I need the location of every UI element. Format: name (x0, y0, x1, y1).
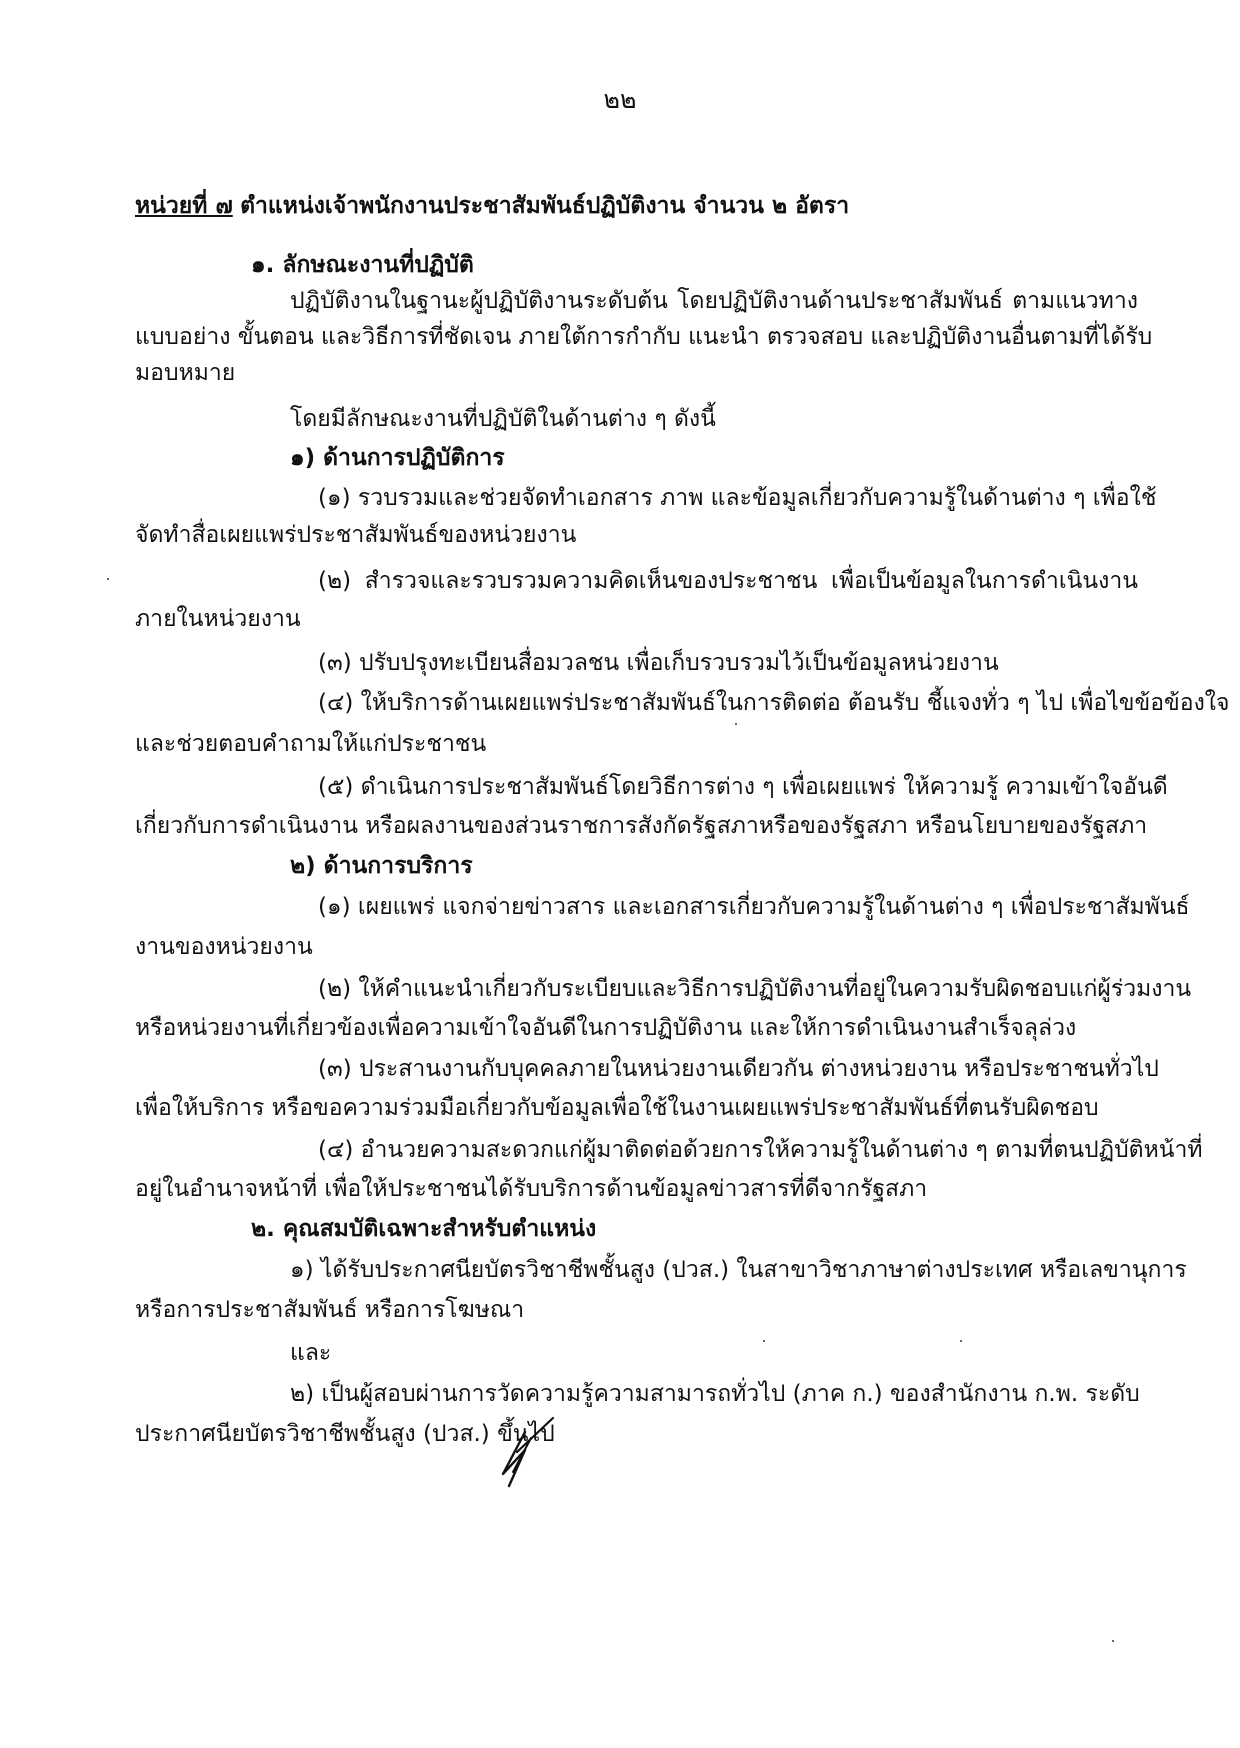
list-item-continuation: งานของหน่วยงาน (135, 934, 313, 960)
list-item-continuation: หรือหน่วยงานที่เกี่ยวข้องเพื่อความเข้าใจอันดีในการปฏิบัติงาน และให้การดำเนินงานสำเร็จลุล่วง (135, 1015, 1077, 1041)
list-item-continuation: อยู่ในอำนาจหน้าที่ เพื่อให้ประชาชนได้รับบริการด้านข้อมูลข่าวสารที่ดีจากรัฐสภา (135, 1176, 928, 1202)
list-item-continuation: ภายในหน่วยงาน (135, 606, 301, 632)
list-item: (๔) อำนวยความสะดวกแก่ผู้มาติดต่อด้วยการให้ความรู้ในด้านต่าง ๆ ตามที่ตนปฏิบัติหน้าที่ (318, 1137, 1203, 1163)
list-item-continuation: จัดทำสื่อเผยแพร่ประชาสัมพันธ์ของหน่วยงาน (135, 522, 577, 548)
list-item-continuation: เกี่ยวกับการดำเนินงาน หรือผลงานของส่วนราชการสังกัดรัฐสภาหรือของรัฐสภา หรือนโยบายของรัฐสภา (135, 813, 1148, 839)
subsection-ops-title: ๑) ด้านการปฏิบัติการ (290, 445, 505, 471)
paragraph-line: โดยมีลักษณะงานที่ปฏิบัติในด้านต่าง ๆ ดังนี้ (290, 406, 716, 432)
qualification-item: ๒) เป็นผู้สอบผ่านการวัดความรู้ความสามารถทั่วไป (ภาค ก.) ของสำนักงาน ก.พ. ระดับ (290, 1381, 1140, 1407)
scan-speck (1112, 1640, 1114, 1642)
subsection-svc-title: ๒) ด้านการบริการ (290, 853, 473, 879)
scan-speck (763, 1340, 765, 1342)
heading-line (135, 191, 849, 221)
qualification-continuation: ประกาศนียบัตรวิชาชีพชั้นสูง (ปวส.) ขึ้นไป (135, 1421, 555, 1447)
paragraph-line: ปฏิบัติงานในฐานะผู้ปฏิบัติงานระดับต้น โดยปฏิบัติงานด้านประชาสัมพันธ์ ตามแนวทาง (290, 288, 1138, 314)
list-item: (๑) เผยแพร่ แจกจ่ายข่าวสาร และเอกสารเกี่ยวกับความรู้ในด้านต่าง ๆ เพื่อประชาสัมพันธ์ (318, 894, 1190, 920)
scan-speck (107, 578, 109, 580)
qualification-item: ๑) ได้รับประกาศนียบัตรวิชาชีพชั้นสูง (ปวส.) ในสาขาวิชาภาษาต่างประเทศ หรือเลขานุการ (290, 1257, 1187, 1283)
conjunction-text: และ (290, 1340, 332, 1366)
paragraph-line: มอบหมาย (135, 360, 236, 386)
qualification-continuation: หรือการประชาสัมพันธ์ หรือการโฆษณา (135, 1297, 525, 1323)
paragraph-line: แบบอย่าง ขั้นตอน และวิธีการที่ชัดเจน ภายใต้การกำกับ แนะนำ ตรวจสอบ และปฏิบัติงานอื่นตามที่ได้รับ (135, 324, 1153, 350)
list-item-continuation: เพื่อให้บริการ หรือขอความร่วมมือเกี่ยวกับข้อมูลเพื่อใช้ในงานเผยแพร่ประชาสัมพันธ์ที่ตนรับผิดชอบ (135, 1095, 1099, 1121)
list-item: (๑) รวบรวมและช่วยจัดทำเอกสาร ภาพ และข้อมูลเกี่ยวกับความรู้ในด้านต่าง ๆ เพื่อใช้ (318, 485, 1157, 511)
list-item: (๒) ให้คำแนะนำเกี่ยวกับระเบียบและวิธีการปฏิบัติงานที่อยู่ในความรับผิดชอบแก่ผู้ร่วมงาน (318, 976, 1192, 1002)
list-item: (๓) ประสานงานกับบุคคลภายในหน่วยงานเดียวกัน ต่างหน่วยงาน หรือประชาชนทั่วไป (318, 1056, 1159, 1082)
list-item-continuation: และช่วยตอบคำถามให้แก่ประชาชน (135, 731, 487, 757)
position-title: ตำแหน่งเจ้าพนักงานประชาสัมพันธ์ปฏิบัติงาน จำนวน ๒ อัตรา (240, 193, 850, 219)
list-item: (๕) ดำเนินการประชาสัมพันธ์โดยวิธีการต่าง ๆ เพื่อเผยแพร่ ให้ความรู้ ความเข้าใจอันดี (318, 774, 1168, 800)
list-item: (๓) ปรับปรุงทะเบียนสื่อมวลชน เพื่อเก็บรวบรวมไว้เป็นข้อมูลหน่วยงาน (318, 650, 999, 676)
list-item: (๔) ให้บริการด้านเผยแพร่ประชาสัมพันธ์ในการติดต่อ ต้อนรับ ชี้แจงทั่ว ๆ ไป เพื่อไขข้อข้องใจ (318, 690, 1230, 716)
initials-signature-mark (495, 1412, 565, 1488)
list-item: (๒) สำรวจและรวบรวมความคิดเห็นของประชาชน เพื่อเป็นข้อมูลในการดำเนินงาน (318, 568, 1138, 594)
scan-speck (735, 723, 737, 725)
unit-label: หน่วยที่ ๗ (135, 193, 233, 219)
scan-speck (960, 1340, 962, 1342)
page-number: ๒๒ (603, 85, 637, 114)
section-1-title: ๑. ลักษณะงานที่ปฏิบัติ (251, 252, 474, 278)
section-2-title: ๒. คุณสมบัติเฉพาะสำหรับตำแหน่ง (251, 1216, 597, 1242)
